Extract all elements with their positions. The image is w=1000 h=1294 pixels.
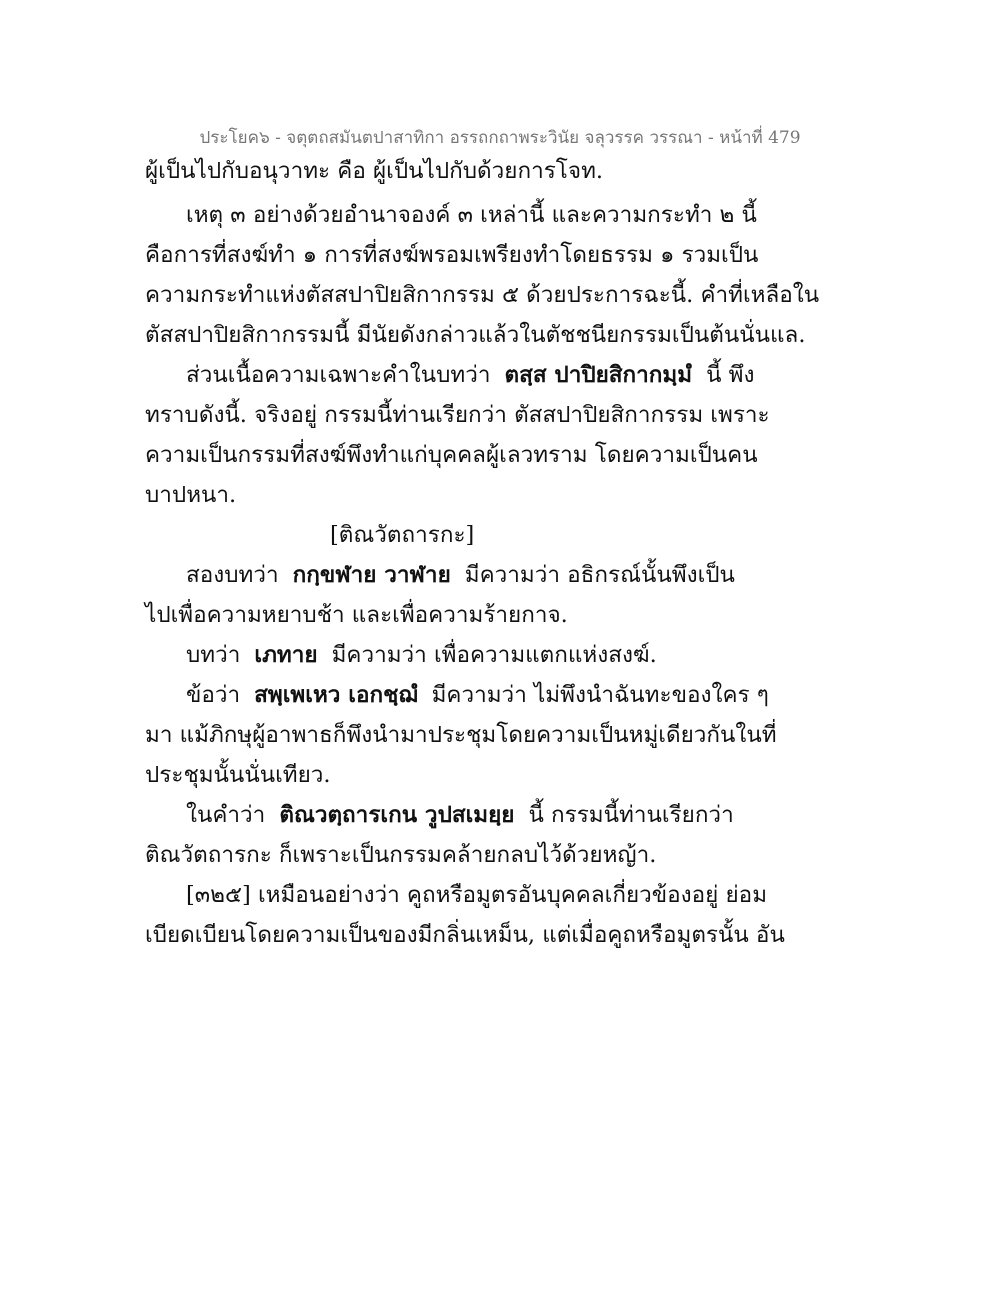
- text-segment: ข้อว่า: [186, 682, 241, 708]
- text-segment: ในคำว่า: [186, 802, 266, 828]
- pali-term: สพฺเพเหว เอกชฺฌํ: [254, 682, 418, 708]
- pali-term: เภทาย: [254, 642, 318, 668]
- text-line: [186, 360, 754, 390]
- text-line: [๓๒๕] เหมือนอย่างว่า คูถหรือมูตรอันบุคคลเกี่ยวข้องอยู่ ย่อม: [186, 882, 768, 908]
- text-line: [186, 800, 734, 830]
- pali-term: ติณวตฺถารเกน วูปสเมยฺย: [279, 802, 515, 828]
- text-segment: นี้ พึง: [706, 362, 755, 388]
- text-segment: ส่วนเนื้อความเฉพาะคำในบทว่า: [186, 362, 491, 388]
- text-segment: มีความว่า อธิกรณ์นั้นพึงเป็น: [464, 562, 735, 588]
- text-segment: มีความว่า เพื่อความแตกแห่งสงฆ์.: [331, 642, 657, 668]
- text-line: มา แม้ภิกษุผู้อาพาธก็พึงนำมาประชุมโดยความเป็นหมู่เดียวกันในที่: [145, 722, 777, 748]
- text-line: คือการที่สงฆ์ทำ ๑ การที่สงฆ์พรอมเพรียงทำโดยธรรม ๑ รวมเป็น: [145, 242, 759, 268]
- text-line: ประชุมนั้นนั่นเทียว.: [145, 762, 331, 788]
- text-line: เหตุ ๓ อย่างด้วยอำนาจองค์ ๓ เหล่านี้ และความกระทำ ๒ นี้: [186, 202, 757, 228]
- text-segment: สองบทว่า: [186, 562, 279, 588]
- section-heading: [ติณวัตถารกะ]: [330, 522, 475, 548]
- text-line: ความกระทำแห่งตัสสปาปิยสิกากรรม ๕ ด้วยประการฉะนี้. คำที่เหลือใน: [145, 282, 820, 308]
- text-segment: บทว่า: [186, 642, 241, 668]
- text-line: ความเป็นกรรมที่สงฆ์พึงทำแก่บุคคลผู้เลวทราม โดยความเป็นคน: [145, 442, 758, 468]
- text-line: [186, 640, 657, 670]
- text-segment: นี้ กรรมนี้ท่านเรียกว่า: [528, 802, 734, 828]
- text-line: ผู้เป็นไปกับอนุวาทะ คือ ผู้เป็นไปกับด้วยการโจท.: [145, 158, 604, 184]
- pali-term: กกฺขฬาย วาฬาย: [292, 562, 451, 588]
- text-line: เบียดเบียนโดยความเป็นของมีกลิ่นเหม็น, แต่เมื่อคูถหรือมูตรนั้น อัน: [145, 922, 785, 948]
- text-line: ทราบดังนี้. จริงอยู่ กรรมนี้ท่านเรียกว่า ตัสสปาปิยสิกากรรม เพราะ: [145, 402, 770, 428]
- text-line: บาปหนา.: [145, 482, 237, 508]
- text-line: ไปเพื่อความหยาบช้า และเพื่อความร้ายกาจ.: [145, 602, 568, 628]
- text-segment: มีความว่า ไม่พึงนำฉันทะของใคร ๆ: [431, 682, 769, 708]
- text-line: ตัสสปาปิยสิกากรรมนี้ มีนัยดังกล่าวแล้วในตัชชนียกรรมเป็นต้นนั่นแล.: [145, 322, 806, 348]
- text-line: [186, 680, 769, 710]
- page-header: ประโยค๖ - จตุตถสมันตปาสาทิกา อรรถกถาพระวินัย จลุวรรค วรรณา - หน้าที่ 479: [199, 128, 801, 148]
- text-line: [186, 560, 735, 590]
- text-line: ติณวัตถารกะ ก็เพราะเป็นกรรมคล้ายกลบไว้ด้วยหญ้า.: [145, 842, 657, 868]
- pali-term: ตสฺส ปาปิยสิกากมฺมํ: [504, 362, 693, 388]
